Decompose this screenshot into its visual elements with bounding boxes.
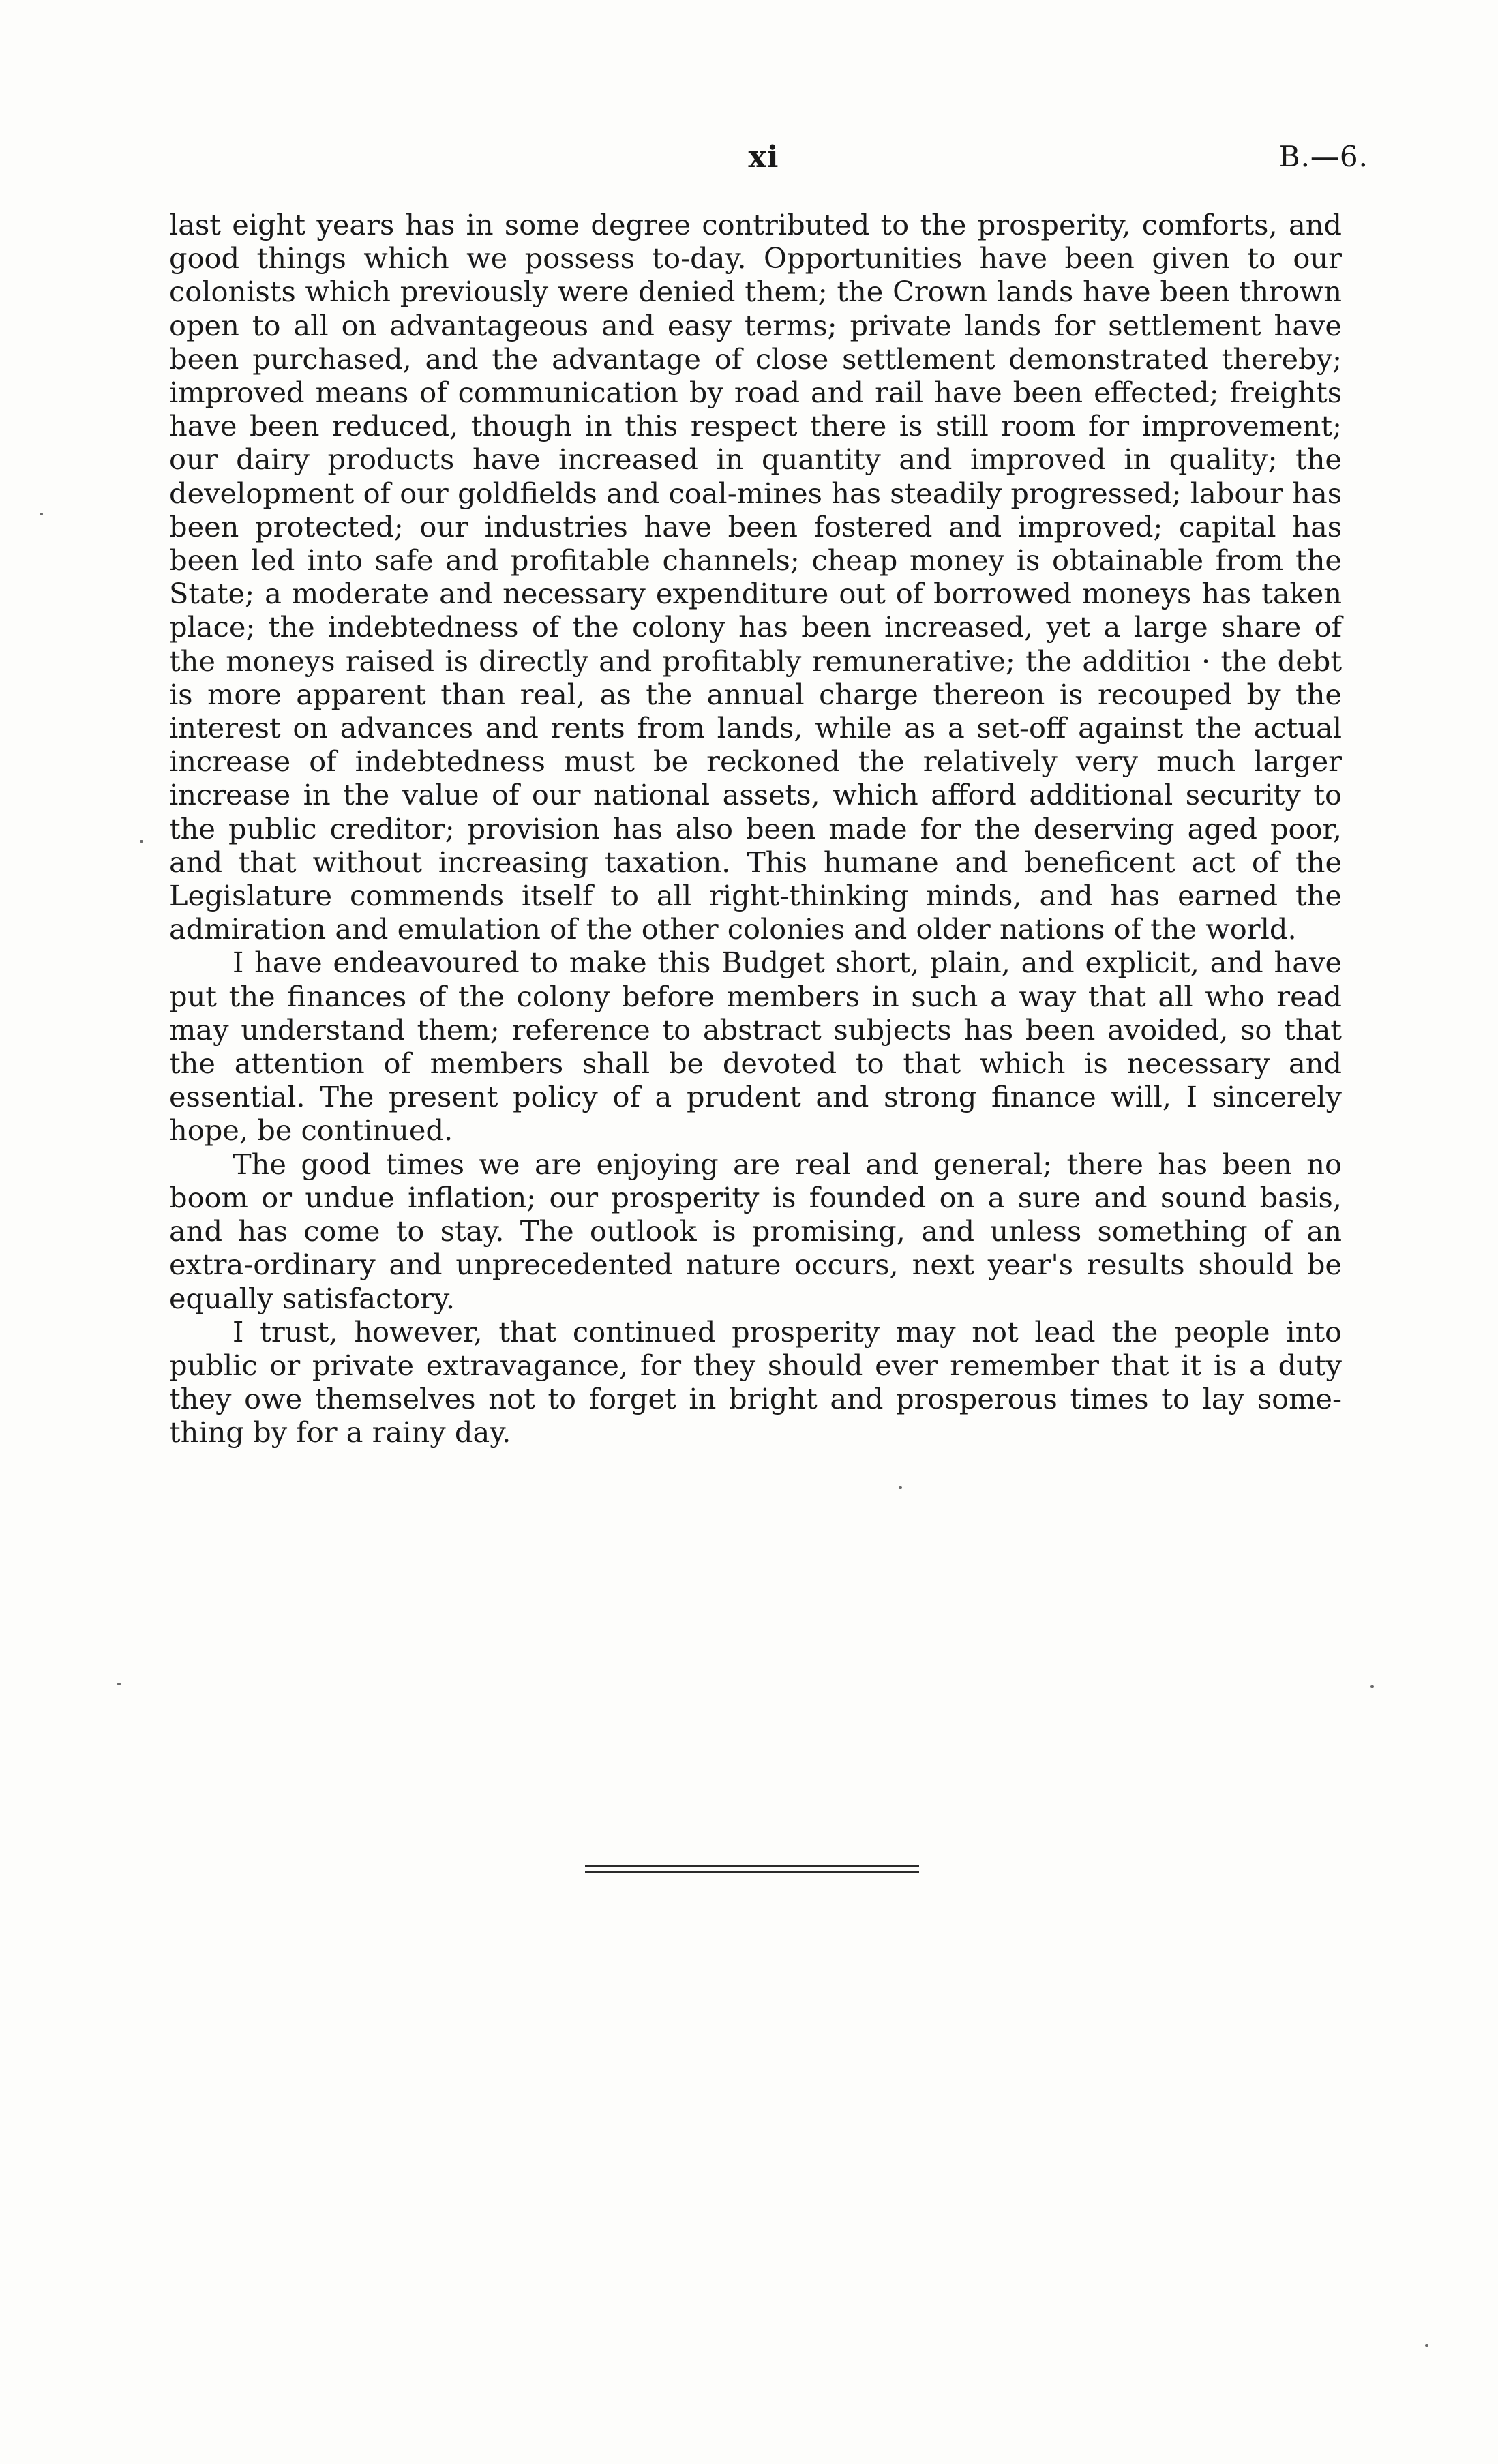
page-number: xi [748,140,779,175]
scan-speck [1370,1685,1374,1688]
paragraph: I trust, however, that continued prosperity may not lead the people into public or private extravagance, for they should ever remember that it is a duty they owe themselves not to forget in bright and prosperous times to lay some-thing by for a rainy day. [169,1314,1342,1449]
document-reference: B.—6. [1278,140,1368,173]
scan-speck [140,840,143,843]
paragraph: I have endeavoured to make this Budget short, plain, and explicit, and have put the finances of the colony before members in such a way that all who read may understand them; reference to abstract subjects has been avoided, so that the attention of members shall be devoted to that which is necessary and essential. The present policy of a prudent and strong finance will, I sincerely hope, be continued. [169,946,1342,1147]
paragraph-continued: last eight years has in some degree contributed to the prosperity, comforts, and good things which we possess to-day. Opportunities have been given to our colonists which previously were denied them; the Crown lands have been thrown open to all on advantageous and easy terms; private lands for settlement have been purchased, and the advantage of close settlement demonstrated thereby; improved means of communication by road and rail have been effected; freights have been reduced, though in this respect there is still room for improvement; our dairy products have increased in quantity and improved in quality; the development of our goldfields and coal-mines has steadily progressed; labour has been protected; our industries have been fostered and improved; capital has been led into safe and profitable channels; cheap money is obtainable from the State; a moderate and necessary expenditure out of borrowed moneys has taken place; the indebtedness of the colony has been increased, yet a large share of the moneys raised is directly and profitably remunerative; the additioı · the debt is more apparent than real, as the annual charge thereon is recouped by the interest on advances and rents from lands, while as a set-off against the actual increase of indebtedness must be reckoned the relatively very much larger increase in the value of our national assets, which afford additional security to the public creditor; provision has also been made for the deserving aged poor, and that without increasing taxation. This humane and beneficent act of the Legislature commends itself to all right-thinking minds, and has earned the admiration and emulation of the other colonies and older nations of the world. [169,208,1342,946]
closing-double-rule [585,1865,919,1877]
rule-line-top [585,1865,919,1867]
scan-speck [117,1683,121,1685]
rule-line-bottom [585,1871,919,1873]
scan-speck [1425,2344,1428,2347]
paragraph: The good times we are enjoying are real and general; there has been no boom or undue inflation; our prosperity is founded on a sure and sound basis, and has come to stay. The outlook is promising, and unless something of an extra-ordinary and unprecedented nature occurs, next year's results should be equally satisfactory. [169,1147,1342,1315]
scan-speck [40,513,43,515]
scan-speck [899,1486,902,1489]
body-text [169,208,1342,1449]
